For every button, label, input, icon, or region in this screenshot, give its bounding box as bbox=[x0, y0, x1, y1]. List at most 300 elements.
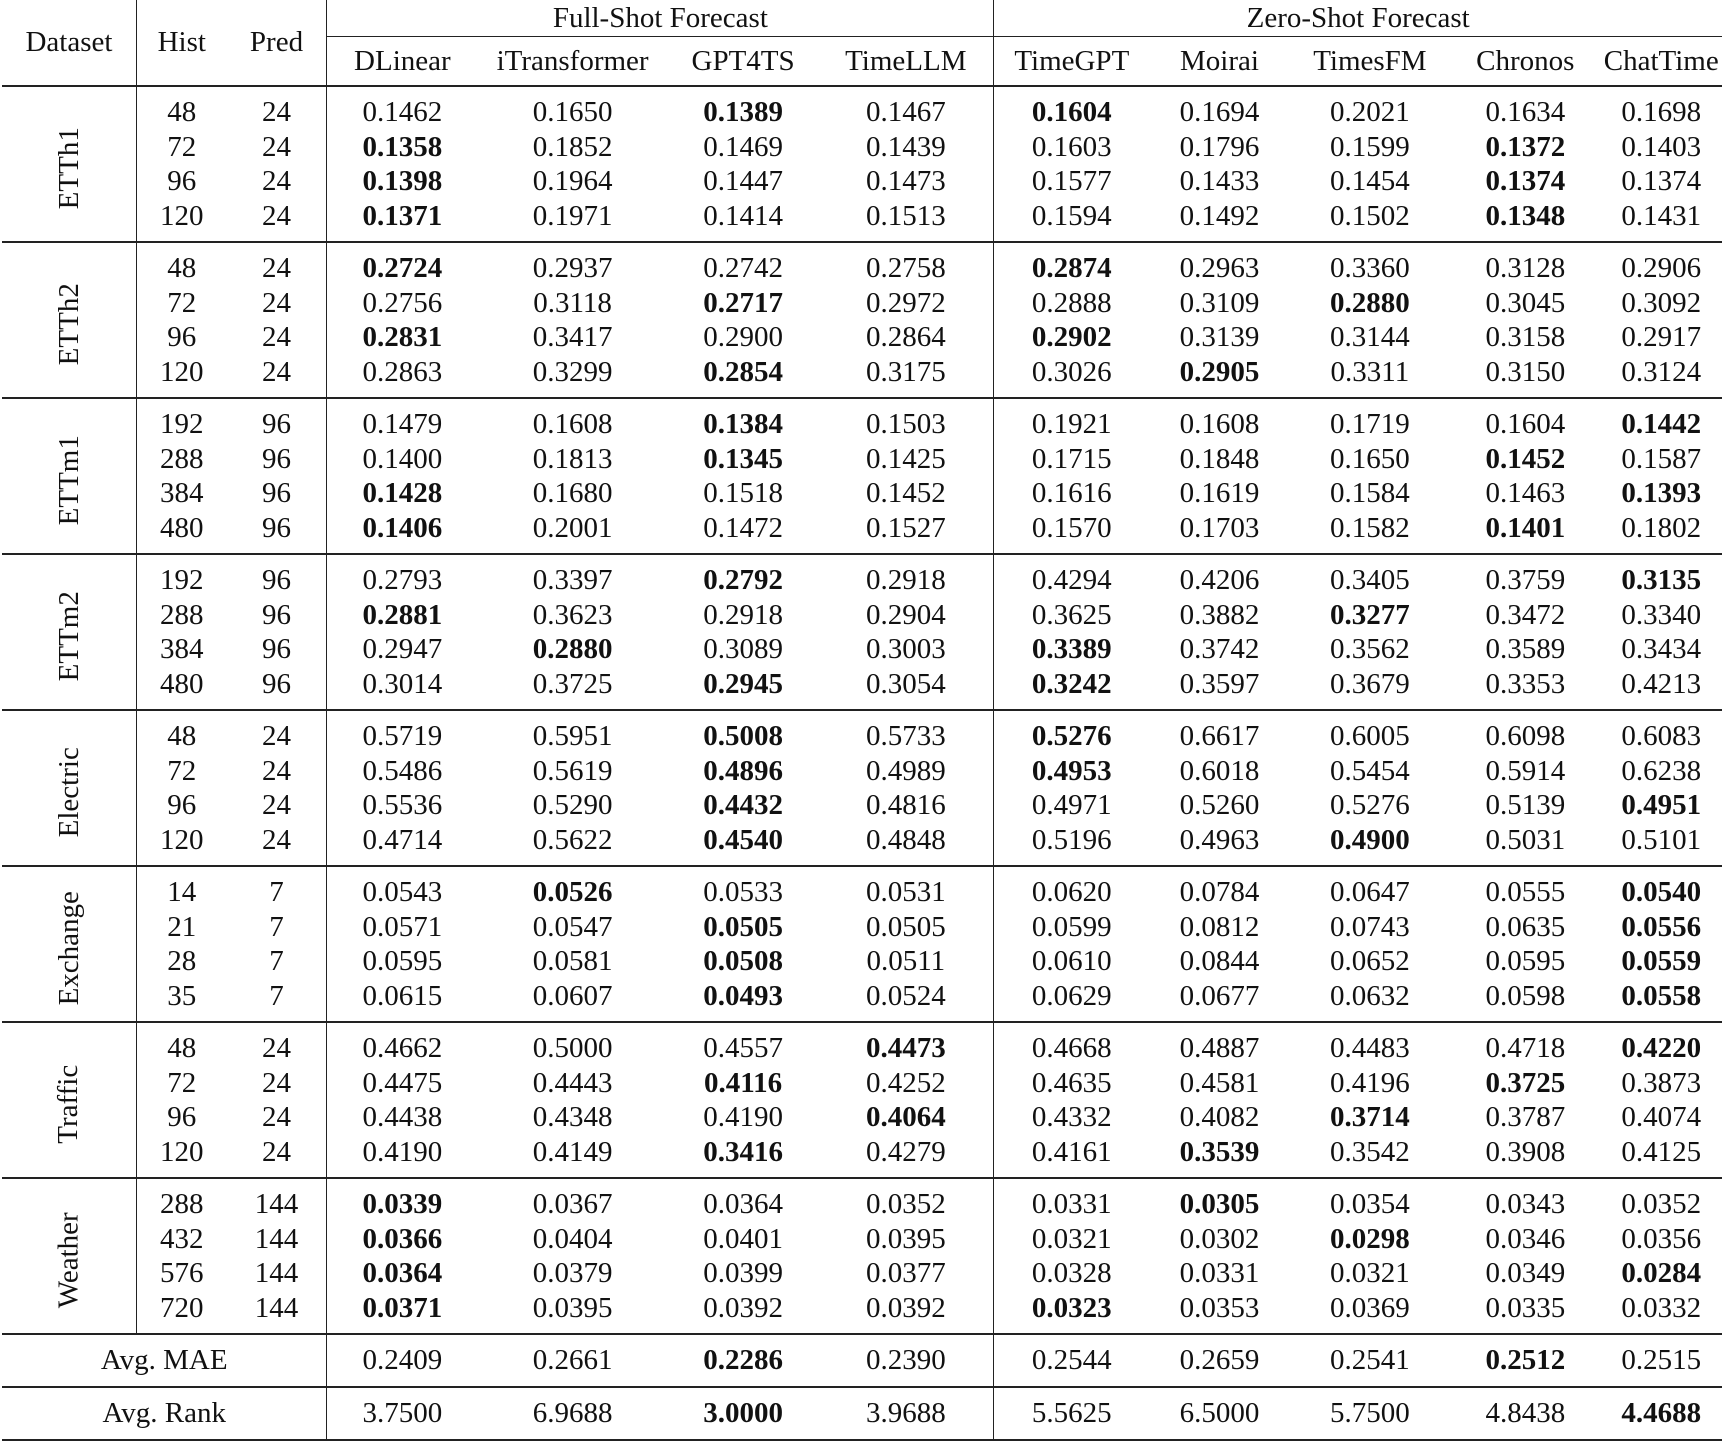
hist-value: 72 bbox=[167, 130, 197, 163]
mae-value: 0.5196 bbox=[994, 823, 1149, 867]
mae-value: 0.0395 bbox=[818, 1222, 994, 1257]
pred-value: 96 bbox=[227, 511, 327, 555]
dataset-label bbox=[2, 554, 136, 710]
mae-value: 0.1719 bbox=[1330, 408, 1410, 440]
mae-value: 0.1469 bbox=[703, 130, 783, 163]
hist-value: 120 bbox=[136, 1135, 226, 1179]
mae-value: 0.4332 bbox=[1031, 1101, 1112, 1133]
summary-value: 3.7500 bbox=[327, 1387, 477, 1440]
mae-value: 0.0555 bbox=[1485, 876, 1566, 908]
mae-value: 0.0298 bbox=[1330, 1222, 1410, 1255]
header-model-moirai: Moirai bbox=[1149, 37, 1289, 87]
mae-value: 0.3003 bbox=[818, 632, 994, 667]
mae-value: 0.1463 bbox=[1485, 477, 1566, 509]
pred-value: 7 bbox=[227, 979, 327, 1023]
mae-value: 0.2881 bbox=[362, 598, 443, 631]
mae-value: 0.0377 bbox=[818, 1256, 994, 1291]
mae-value: 0.6005 bbox=[1330, 720, 1410, 752]
summary-value: 6.5000 bbox=[1149, 1387, 1289, 1440]
mae-value: 0.0339 bbox=[362, 1188, 443, 1220]
table-row bbox=[2, 554, 1722, 598]
mae-value: 0.4252 bbox=[818, 1066, 994, 1101]
mae-value: 0.0581 bbox=[532, 945, 613, 977]
hist-value: 96 bbox=[167, 1101, 197, 1133]
hist-value: 72 bbox=[167, 754, 197, 787]
mae-value: 0.1603 bbox=[1031, 130, 1112, 163]
mae-value: 0.4475 bbox=[362, 1066, 443, 1099]
mae-value: 0.4963 bbox=[1149, 823, 1289, 867]
mae-value: 0.0533 bbox=[703, 876, 783, 908]
mae-value: 0.3175 bbox=[818, 355, 994, 399]
mae-value: 0.5260 bbox=[1179, 789, 1260, 821]
mae-value: 0.4900 bbox=[1290, 823, 1450, 867]
mae-value: 0.1406 bbox=[327, 511, 477, 555]
mae-value: 0.4149 bbox=[477, 1135, 668, 1179]
mae-value: 0.1694 bbox=[1179, 96, 1260, 128]
mae-value: 0.3242 bbox=[994, 667, 1149, 711]
mae-value: 0.3158 bbox=[1485, 321, 1566, 353]
table-row bbox=[2, 667, 1722, 711]
mae-value: 0.1372 bbox=[1485, 130, 1566, 163]
mae-value: 0.4848 bbox=[818, 823, 994, 867]
mae-value: 0.0526 bbox=[532, 876, 613, 908]
hist-value: 72 bbox=[167, 286, 197, 319]
hist-value: 21 bbox=[167, 910, 197, 943]
mae-value: 0.0571 bbox=[362, 910, 443, 943]
hist-value: 48 bbox=[167, 252, 197, 284]
hist-value: 192 bbox=[160, 564, 204, 596]
mae-value: 0.1604 bbox=[1485, 408, 1566, 440]
mae-value: 0.3714 bbox=[1330, 1101, 1410, 1133]
mae-value: 0.2880 bbox=[532, 633, 613, 665]
mae-value: 0.1433 bbox=[1179, 165, 1260, 197]
mae-value: 0.4279 bbox=[818, 1135, 994, 1179]
mae-value: 0.4714 bbox=[327, 823, 477, 867]
mae-value: 0.1348 bbox=[1450, 199, 1600, 243]
header-model-chronos: Chronos bbox=[1450, 37, 1600, 87]
pred-value: 96 bbox=[227, 476, 327, 511]
mae-value: 0.1616 bbox=[1031, 477, 1112, 509]
hist-value: 480 bbox=[136, 667, 226, 711]
mae-value: 0.2724 bbox=[362, 252, 443, 284]
summary-value: 5.5625 bbox=[994, 1387, 1149, 1440]
table-row bbox=[2, 944, 1722, 979]
hist-value: 14 bbox=[167, 876, 197, 908]
hist-value: 720 bbox=[136, 1291, 226, 1335]
mae-value: 0.3434 bbox=[1621, 633, 1702, 665]
header-dataset: Dataset bbox=[2, 0, 136, 86]
mae-value: 0.4668 bbox=[1031, 1032, 1112, 1064]
pred-value: 24 bbox=[227, 710, 327, 754]
mae-value: 0.0302 bbox=[1179, 1222, 1260, 1255]
mae-value: 0.0558 bbox=[1601, 979, 1722, 1023]
mae-value: 0.0349 bbox=[1485, 1257, 1566, 1289]
mae-value: 0.0352 bbox=[1621, 1188, 1702, 1220]
mae-value: 0.1527 bbox=[818, 511, 994, 555]
mae-value: 0.1502 bbox=[1290, 199, 1450, 243]
mae-value: 0.1608 bbox=[1179, 408, 1260, 440]
hist-value: 432 bbox=[160, 1222, 204, 1255]
header-model-timesfm: TimesFM bbox=[1290, 37, 1450, 87]
dataset-label bbox=[2, 242, 136, 398]
mae-value: 0.0364 bbox=[362, 1257, 443, 1289]
mae-value: 0.1452 bbox=[1485, 442, 1566, 475]
mae-value: 0.1479 bbox=[362, 408, 443, 440]
mae-value: 0.3360 bbox=[1330, 252, 1410, 284]
mae-value: 0.3908 bbox=[1450, 1135, 1600, 1179]
mae-value: 0.5276 bbox=[1330, 789, 1410, 821]
pred-value: 96 bbox=[227, 442, 327, 477]
summary-value: 0.2409 bbox=[327, 1334, 477, 1387]
mae-value: 0.3109 bbox=[1179, 286, 1260, 319]
mae-value: 0.4989 bbox=[818, 754, 994, 789]
table-row bbox=[2, 754, 1722, 789]
mae-value: 0.3725 bbox=[1485, 1066, 1566, 1099]
mae-value: 0.1472 bbox=[668, 511, 818, 555]
mae-value: 0.3472 bbox=[1485, 598, 1566, 631]
mae-value: 0.0599 bbox=[1031, 910, 1112, 943]
table-row bbox=[2, 710, 1722, 754]
dataset-name: ETTm1 bbox=[52, 434, 85, 526]
mae-value: 0.1650 bbox=[1330, 442, 1410, 475]
pred-value: 96 bbox=[227, 398, 327, 442]
dataset-label bbox=[2, 86, 136, 242]
mae-value: 0.0354 bbox=[1330, 1188, 1410, 1220]
mae-value: 0.2001 bbox=[477, 511, 668, 555]
table-row bbox=[2, 1256, 1722, 1291]
mae-value: 0.1403 bbox=[1621, 130, 1702, 163]
mae-value: 0.1398 bbox=[362, 165, 443, 197]
mae-value: 0.4443 bbox=[532, 1066, 613, 1099]
mae-value: 0.4971 bbox=[1031, 789, 1112, 821]
mae-value: 0.1442 bbox=[1621, 408, 1702, 440]
mae-value: 0.0620 bbox=[1031, 876, 1112, 908]
hist-value: 48 bbox=[167, 96, 197, 128]
mae-value: 0.1358 bbox=[362, 130, 443, 163]
mae-value: 0.4953 bbox=[1031, 754, 1112, 787]
mae-value: 0.5276 bbox=[1031, 720, 1112, 752]
mae-value: 0.2742 bbox=[703, 252, 783, 284]
hist-value: 120 bbox=[136, 823, 226, 867]
dataset-name: Weather bbox=[52, 1212, 85, 1308]
mae-value: 0.1971 bbox=[477, 199, 668, 243]
header-model-timellm: TimeLLM bbox=[818, 37, 994, 87]
mae-value: 0.3311 bbox=[1290, 355, 1450, 399]
mae-value: 0.4206 bbox=[1179, 564, 1260, 596]
mae-value: 0.2831 bbox=[362, 321, 443, 353]
pred-value: 24 bbox=[227, 754, 327, 789]
summary-value: 3.0000 bbox=[668, 1387, 818, 1440]
mae-value: 0.0352 bbox=[818, 1178, 994, 1222]
pred-value: 144 bbox=[227, 1178, 327, 1222]
mae-value: 0.2963 bbox=[1179, 252, 1260, 284]
mae-value: 0.0610 bbox=[1031, 945, 1112, 977]
hist-value: 384 bbox=[160, 633, 204, 665]
hist-value: 96 bbox=[167, 789, 197, 821]
mae-value: 0.4540 bbox=[668, 823, 818, 867]
dataset-name: Traffic bbox=[52, 1064, 85, 1144]
hist-value: 35 bbox=[136, 979, 226, 1023]
mae-value: 0.0543 bbox=[362, 876, 443, 908]
mae-value: 0.5000 bbox=[532, 1032, 613, 1064]
mae-value: 0.2717 bbox=[703, 286, 783, 319]
mae-value: 0.3045 bbox=[1485, 286, 1566, 319]
mae-value: 0.0531 bbox=[818, 866, 994, 910]
mae-value: 0.2917 bbox=[1621, 321, 1702, 353]
mae-value: 0.1467 bbox=[818, 86, 994, 130]
mae-value: 0.2918 bbox=[818, 554, 994, 598]
mae-value: 0.0508 bbox=[703, 945, 783, 977]
mae-value: 0.1439 bbox=[818, 130, 994, 165]
dataset-name: ETTh1 bbox=[52, 126, 85, 210]
header-pred: Pred bbox=[227, 0, 327, 86]
table-row bbox=[2, 910, 1722, 945]
pred-value: 7 bbox=[227, 944, 327, 979]
pred-value: 24 bbox=[227, 1100, 327, 1135]
mae-value: 0.1473 bbox=[818, 164, 994, 199]
mae-value: 0.2947 bbox=[362, 633, 443, 665]
summary-value: 6.9688 bbox=[477, 1387, 668, 1440]
summary-value: 0.2659 bbox=[1149, 1334, 1289, 1387]
mae-value: 0.1599 bbox=[1330, 130, 1410, 163]
pred-value: 7 bbox=[227, 866, 327, 910]
table-row bbox=[2, 511, 1722, 555]
mae-value: 0.0395 bbox=[477, 1291, 668, 1335]
summary-label: Avg. MAE bbox=[2, 1334, 327, 1387]
mae-value: 0.0392 bbox=[818, 1291, 994, 1335]
mae-value: 0.0284 bbox=[1621, 1257, 1702, 1289]
mae-value: 0.0404 bbox=[532, 1222, 613, 1255]
mae-value: 0.0401 bbox=[703, 1222, 783, 1255]
summary-value: 0.2544 bbox=[994, 1334, 1149, 1387]
mae-value: 0.0556 bbox=[1621, 910, 1702, 943]
mae-value: 0.3759 bbox=[1485, 564, 1566, 596]
summary-label: Avg. Rank bbox=[2, 1387, 327, 1440]
table-row bbox=[2, 442, 1722, 477]
mae-value: 0.1698 bbox=[1621, 96, 1702, 128]
mae-value: 0.3625 bbox=[1031, 598, 1112, 631]
mae-value: 0.0632 bbox=[1290, 979, 1450, 1023]
mae-value: 0.2905 bbox=[1149, 355, 1289, 399]
mae-value: 0.5622 bbox=[477, 823, 668, 867]
mae-value: 0.3277 bbox=[1330, 598, 1410, 631]
mae-value: 0.6018 bbox=[1179, 754, 1260, 787]
mae-value: 0.1384 bbox=[703, 408, 783, 440]
dataset-label bbox=[2, 866, 136, 1022]
mae-value: 0.3150 bbox=[1450, 355, 1600, 399]
mae-value: 0.3054 bbox=[818, 667, 994, 711]
mae-value: 0.0540 bbox=[1621, 876, 1702, 908]
mae-value: 0.5454 bbox=[1330, 754, 1410, 787]
mae-value: 0.0379 bbox=[532, 1257, 613, 1289]
hist-value: 192 bbox=[160, 408, 204, 440]
mae-value: 0.0743 bbox=[1330, 910, 1410, 943]
dataset-name: Electric bbox=[52, 746, 85, 838]
mae-value: 0.4896 bbox=[703, 754, 783, 787]
mae-value: 0.0812 bbox=[1179, 910, 1260, 943]
summary-value: 0.2390 bbox=[818, 1334, 994, 1387]
pred-value: 24 bbox=[227, 242, 327, 286]
mae-value: 0.2756 bbox=[362, 286, 443, 319]
mae-value: 0.3539 bbox=[1149, 1135, 1289, 1179]
table-row bbox=[2, 866, 1722, 910]
mae-value: 0.3299 bbox=[477, 355, 668, 399]
mae-value: 0.4816 bbox=[818, 788, 994, 823]
hist-value: 480 bbox=[136, 511, 226, 555]
table-row bbox=[2, 979, 1722, 1023]
mae-value: 0.6238 bbox=[1621, 754, 1702, 787]
hist-value: 96 bbox=[167, 165, 197, 197]
mae-value: 0.5536 bbox=[362, 789, 443, 821]
mae-value: 0.4473 bbox=[818, 1022, 994, 1066]
mae-value: 0.0784 bbox=[1179, 876, 1260, 908]
mae-value: 0.3144 bbox=[1330, 321, 1410, 353]
hist-value: 48 bbox=[167, 720, 197, 752]
mae-value: 0.1584 bbox=[1330, 477, 1410, 509]
mae-value: 0.0323 bbox=[994, 1291, 1149, 1335]
mae-value: 0.1389 bbox=[703, 96, 783, 128]
mae-value: 0.2863 bbox=[327, 355, 477, 399]
mae-value: 0.2793 bbox=[362, 564, 443, 596]
pred-value: 24 bbox=[227, 355, 327, 399]
table-row bbox=[2, 398, 1722, 442]
table-row bbox=[2, 788, 1722, 823]
mae-value: 0.0559 bbox=[1621, 945, 1702, 977]
summary-value: 4.8438 bbox=[1450, 1387, 1600, 1440]
mae-value: 0.1813 bbox=[532, 442, 613, 475]
header-model-timegpt: TimeGPT bbox=[994, 37, 1149, 87]
mae-value: 0.4635 bbox=[1031, 1066, 1112, 1099]
mae-value: 0.4064 bbox=[818, 1100, 994, 1135]
mae-value: 0.0399 bbox=[703, 1257, 783, 1289]
mae-value: 0.3882 bbox=[1179, 598, 1260, 631]
mae-value: 0.5290 bbox=[532, 789, 613, 821]
mae-value: 0.0493 bbox=[668, 979, 818, 1023]
mae-value: 0.0652 bbox=[1330, 945, 1410, 977]
mae-value: 0.2900 bbox=[703, 321, 783, 353]
table-row bbox=[2, 1178, 1722, 1222]
summary-value: 0.2541 bbox=[1290, 1334, 1450, 1387]
mae-value: 0.5733 bbox=[818, 710, 994, 754]
header-model-dlinear: DLinear bbox=[327, 37, 477, 87]
mae-value: 0.4196 bbox=[1330, 1066, 1410, 1099]
mae-value: 0.1428 bbox=[362, 477, 443, 509]
mae-value: 0.1582 bbox=[1290, 511, 1450, 555]
mae-value: 0.4432 bbox=[703, 789, 783, 821]
mae-value: 0.3124 bbox=[1601, 355, 1722, 399]
summary-value: 0.2512 bbox=[1450, 1334, 1600, 1387]
mae-value: 0.0332 bbox=[1601, 1291, 1722, 1335]
mae-value: 0.0356 bbox=[1621, 1222, 1702, 1255]
avg-mae-row bbox=[2, 1334, 1722, 1387]
mae-value: 0.1796 bbox=[1179, 130, 1260, 163]
mae-value: 0.0607 bbox=[477, 979, 668, 1023]
mae-value: 0.3742 bbox=[1179, 633, 1260, 665]
pred-value: 96 bbox=[227, 554, 327, 598]
mae-value: 0.3725 bbox=[477, 667, 668, 711]
table-row bbox=[2, 1100, 1722, 1135]
mae-value: 0.3139 bbox=[1179, 321, 1260, 353]
mae-value: 0.4125 bbox=[1601, 1135, 1722, 1179]
mae-value: 0.3623 bbox=[532, 598, 613, 631]
mae-value: 0.1462 bbox=[362, 96, 443, 128]
summary-value: 0.2286 bbox=[668, 1334, 818, 1387]
mae-value: 0.1634 bbox=[1485, 96, 1566, 128]
pred-value: 24 bbox=[227, 164, 327, 199]
mae-value: 0.2918 bbox=[703, 598, 783, 631]
mae-value: 0.2864 bbox=[818, 320, 994, 355]
dataset-name: ETTm2 bbox=[52, 590, 85, 682]
mae-value: 0.2937 bbox=[532, 252, 613, 284]
pred-value: 24 bbox=[227, 1135, 327, 1179]
mae-value: 0.1374 bbox=[1621, 165, 1702, 197]
mae-value: 0.3092 bbox=[1621, 286, 1702, 319]
mae-value: 0.1604 bbox=[1031, 96, 1112, 128]
mae-value: 0.1577 bbox=[1031, 165, 1112, 197]
mae-value: 0.1492 bbox=[1149, 199, 1289, 243]
pred-value: 24 bbox=[227, 1066, 327, 1101]
mae-value: 0.1374 bbox=[1485, 165, 1566, 197]
mae-value: 0.3589 bbox=[1485, 633, 1566, 665]
mae-value: 0.0524 bbox=[818, 979, 994, 1023]
mae-value: 0.5719 bbox=[362, 720, 443, 752]
mae-value: 0.2792 bbox=[703, 564, 783, 596]
mae-value: 0.1964 bbox=[532, 165, 613, 197]
table-row bbox=[2, 1135, 1722, 1179]
mae-value: 0.3417 bbox=[532, 321, 613, 353]
mae-value: 0.1400 bbox=[362, 442, 443, 475]
pred-value: 7 bbox=[227, 910, 327, 945]
mae-value: 0.3135 bbox=[1621, 564, 1702, 596]
mae-value: 0.5101 bbox=[1601, 823, 1722, 867]
mae-value: 0.0343 bbox=[1485, 1188, 1566, 1220]
pred-value: 24 bbox=[227, 286, 327, 321]
mae-value: 0.5619 bbox=[532, 754, 613, 787]
mae-value: 0.1608 bbox=[532, 408, 613, 440]
mae-value: 0.0367 bbox=[532, 1188, 613, 1220]
mae-value: 0.0366 bbox=[362, 1222, 443, 1255]
pred-value: 96 bbox=[227, 632, 327, 667]
mae-value: 0.4116 bbox=[704, 1066, 783, 1099]
mae-value: 0.6098 bbox=[1485, 720, 1566, 752]
summary-value: 0.2661 bbox=[477, 1334, 668, 1387]
mae-value: 0.1425 bbox=[818, 442, 994, 477]
header-hist: Hist bbox=[136, 0, 226, 86]
mae-value: 0.5139 bbox=[1485, 789, 1566, 821]
mae-value: 0.5486 bbox=[362, 754, 443, 787]
mae-value: 0.1513 bbox=[818, 199, 994, 243]
mae-value: 0.4190 bbox=[327, 1135, 477, 1179]
mae-value: 0.0629 bbox=[994, 979, 1149, 1023]
mae-value: 0.2945 bbox=[668, 667, 818, 711]
mae-value: 0.3118 bbox=[533, 286, 612, 319]
mae-value: 0.4557 bbox=[703, 1032, 783, 1064]
header-model-gpt4ts: GPT4TS bbox=[668, 37, 818, 87]
mae-value: 0.0505 bbox=[818, 910, 994, 945]
mae-value: 0.1703 bbox=[1149, 511, 1289, 555]
mae-value: 0.3026 bbox=[994, 355, 1149, 399]
avg-rank-row bbox=[2, 1387, 1722, 1440]
mae-value: 0.3353 bbox=[1450, 667, 1600, 711]
mae-value: 0.2758 bbox=[818, 242, 994, 286]
hist-value: 288 bbox=[160, 598, 204, 631]
mae-value: 0.1393 bbox=[1621, 477, 1702, 509]
mae-value: 0.1401 bbox=[1450, 511, 1600, 555]
mae-value: 0.5914 bbox=[1485, 754, 1566, 787]
mae-value: 0.4190 bbox=[703, 1101, 783, 1133]
mae-value: 0.3089 bbox=[703, 633, 783, 665]
mae-value: 0.4662 bbox=[362, 1032, 443, 1064]
